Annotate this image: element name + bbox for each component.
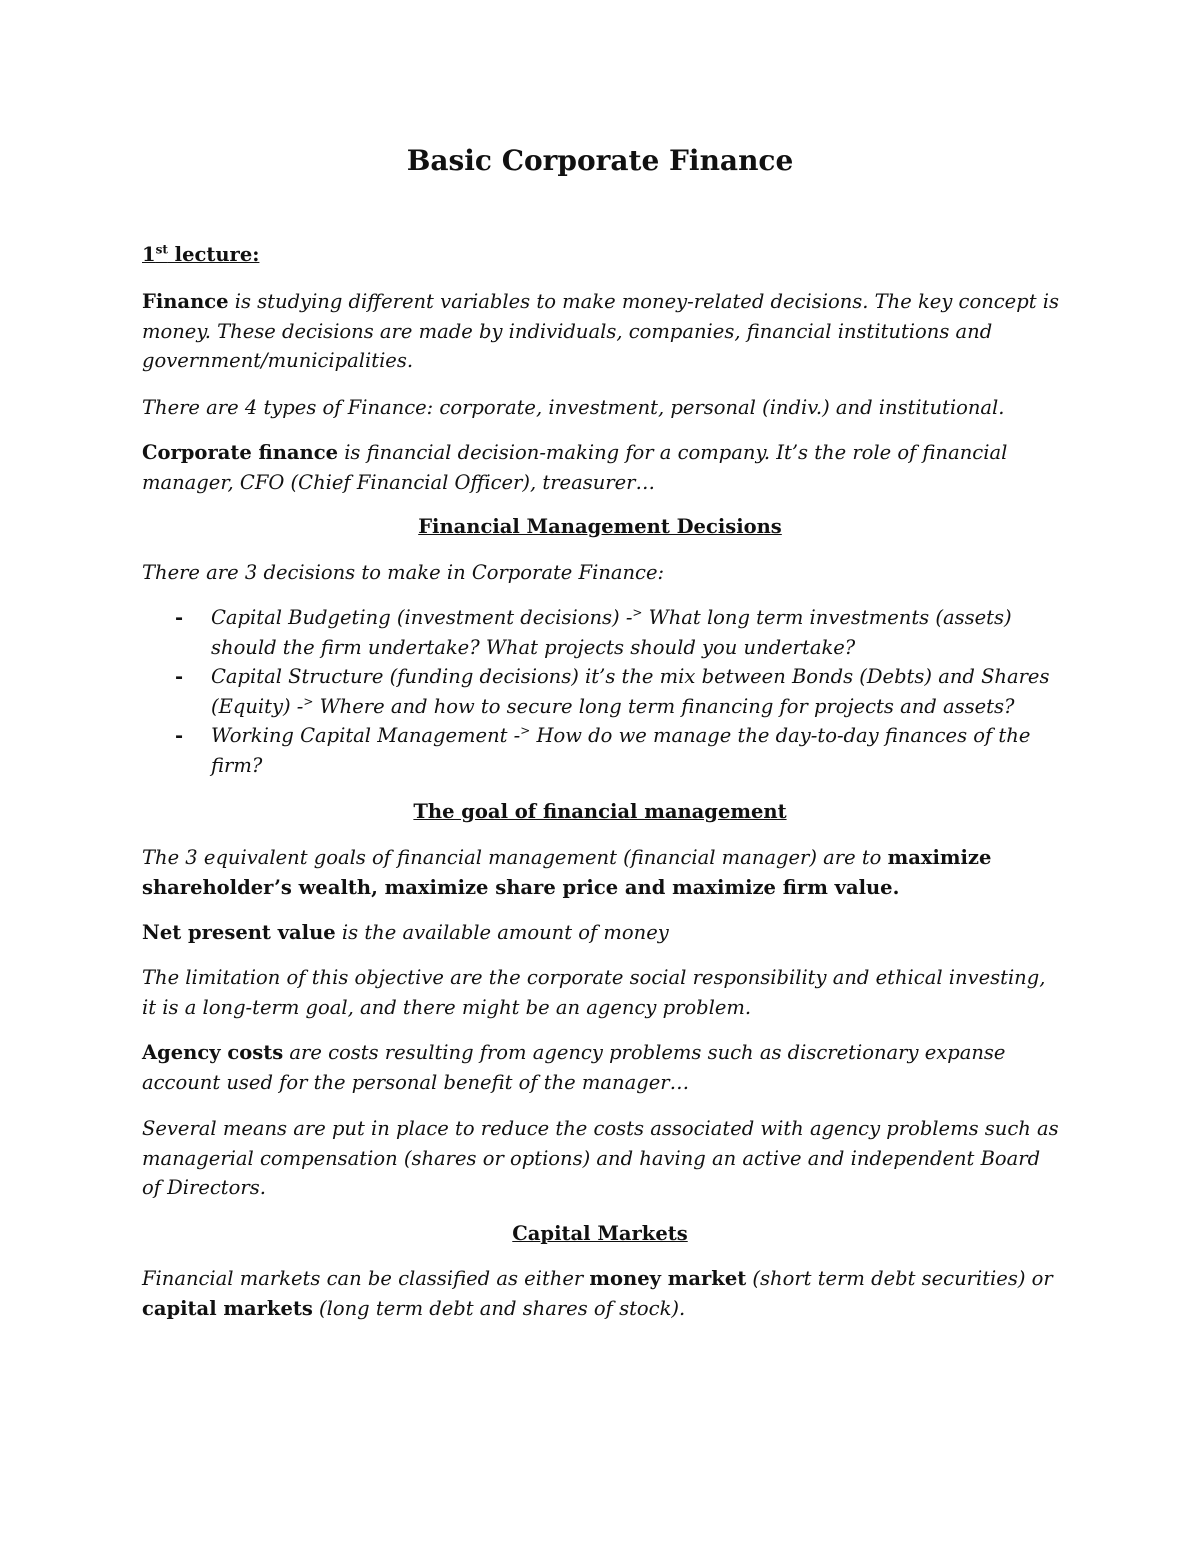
decisions-intro: There are 3 decisions to make in Corporate Finance:: [142, 561, 665, 584]
section-heading-decisions: Financial Management Decisions: [418, 515, 782, 538]
section-heading-goal: The goal of financial management: [413, 800, 787, 823]
bullet-text-pre: Working Capital Management -: [211, 724, 521, 747]
document-title: Basic Corporate Finance: [406, 144, 794, 177]
capital-markets-term: capital markets: [142, 1296, 313, 1320]
decisions-list: [142, 603, 1062, 780]
lecture-heading: [142, 240, 259, 270]
npv-term: Net present value: [142, 921, 336, 944]
goals-text: The 3 equivalent goals of financial management (financial manager) are to: [142, 846, 888, 869]
bullet-dash: -: [175, 665, 184, 688]
arrow-icon: >: [520, 723, 531, 738]
npv-definition: [142, 918, 1062, 948]
corporate-finance-term: Corporate finance: [142, 441, 338, 464]
npv-text: is the available amount of money: [335, 921, 669, 944]
agency-costs-definition: [142, 1038, 1062, 1097]
finance-definition: [142, 287, 1062, 376]
bullet-text-pre: Capital Budgeting (investment decisions) -: [211, 606, 633, 629]
section-heading-capital-markets: Capital Markets: [512, 1222, 688, 1245]
corporate-finance-definition: [142, 438, 1062, 497]
bullet-text-post: How do we manage the day-to-day finances of the firm?: [211, 724, 1031, 777]
bullet-text-pre: Capital Structure (funding decisions) it’s the mix between Bonds (Debts) and Shares (Equity) -: [211, 665, 1050, 718]
bullet-dash: -: [175, 606, 184, 629]
goals-end: .: [892, 875, 900, 899]
arrow-icon: >: [632, 605, 643, 620]
list-item: [142, 603, 1062, 662]
list-item: [142, 721, 1062, 780]
bullet-text-post: What long term investments (assets) should the firm undertake? What projects should you undertake?: [211, 606, 1012, 659]
lecture-label: lecture:: [167, 243, 260, 266]
list-item: [142, 662, 1062, 721]
lecture-suffix: st: [155, 242, 168, 257]
markets-text-mid: (short term debt securities) or: [746, 1267, 1053, 1290]
means-paragraph: Several means are put in place to reduce the costs associated with agency problems such as managerial compensation (shares or options) and having an active and independent Board of Directors.: [142, 1117, 1059, 1199]
money-market-term: money market: [589, 1267, 747, 1290]
agency-term: Agency costs: [142, 1041, 284, 1064]
limitation-paragraph: The limitation of this objective are the corporate social responsibility and ethical investing, it is a long-term goal, and there might be an agency problem.: [142, 966, 1046, 1019]
finance-term: Finance: [142, 290, 229, 313]
bullet-text-post: Where and how to secure long term financing for projects and assets?: [313, 694, 1015, 718]
goals-paragraph: [142, 843, 1062, 902]
arrow-icon: >: [303, 694, 314, 708]
agency-text: are costs resulting from agency problems such as discretionary expanse account used for the personal benefit of the manager…: [142, 1041, 1006, 1094]
corporate-finance-text: is financial decision-making for a company. It’s the role of financial manager, CFO (Chief Financial Officer), treasurer…: [142, 441, 1008, 494]
lecture-number: 1: [142, 243, 156, 266]
markets-text-pre: Financial markets can be classified as either: [142, 1267, 590, 1290]
markets-paragraph: [142, 1264, 1062, 1323]
markets-text-post: (long term debt and shares of stock).: [312, 1296, 686, 1320]
finance-types: There are 4 types of Finance: corporate, investment, personal (indiv.) and institutional.: [142, 396, 1005, 419]
finance-text: is studying different variables to make money-related decisions. The key concept is money. These decisions are made by individuals, companies, financial institutions and government/municipalities.: [142, 290, 1059, 372]
goals-bold-text: maximize shareholder’s wealth, maximize share price and maximize firm value: [142, 846, 992, 899]
bullet-dash: -: [175, 724, 184, 747]
